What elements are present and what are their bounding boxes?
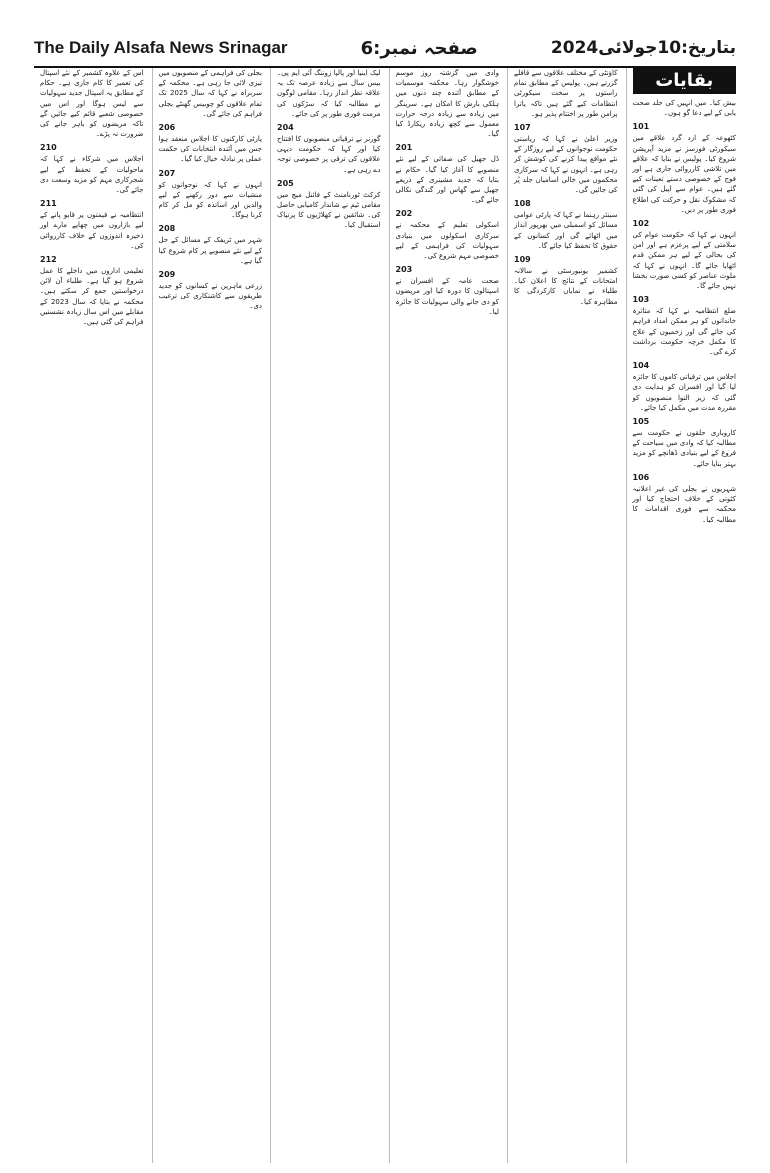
- story-number: 208: [158, 224, 176, 234]
- story-number: 209: [158, 270, 176, 280]
- article-paragraph: اجلاس میں شرکاء نے کہا کہ ماحولیات کے تحفظ کے لیے شجرکاری مہم کو مزید وسعت دی جائے گی۔: [40, 155, 144, 195]
- story-number: 109: [514, 255, 531, 265]
- article-paragraph: اسکولی تعلیم کے محکمہ نے سرکاری اسکولوں میں بنیادی سہولیات کی فراہمی کے لیے خصوصی مہم شروع کی۔: [395, 221, 499, 261]
- article-paragraph: اس کے علاوہ کشمیر کے نئے اسپتال کی تعمیر کا کام جاری ہے۔ حکام کے مطابق یہ اسپتال جدید سہولیات سے لیس ہوگا اور اس میں خصوصی شعبے قائم کیے جائیں گے تاکہ مریضوں کو باہر جانے کی ضرورت نہ پڑے۔: [40, 69, 144, 139]
- story-number: 207: [158, 168, 176, 178]
- page-header: [34, 30, 736, 68]
- article-paragraph: تعلیمی اداروں میں داخلے کا عمل شروع ہو گیا ہے۔ طلباء آن لائن درخواستیں جمع کر سکتے ہیں۔ محکمہ نے بتایا کہ سال 2023 کے مقابلے میں اس سال زیادہ نشستیں فراہم کی گئی ہیں۔: [40, 267, 144, 327]
- story-number: 210: [40, 143, 57, 153]
- column-1: [626, 68, 737, 1163]
- article-paragraph: ڈل جھیل کی صفائی کے لیے نئے منصوبے کا آغاز کیا گیا۔ حکام نے بتایا کہ جدید مشینری کے ذریعے جھیل سے گھاس اور گندگی نکالی جائے گی۔: [395, 155, 499, 205]
- article-paragraph: ضلع انتظامیہ نے کہا کہ متاثرہ خاندانوں کو ہر ممکن امداد فراہم کی جائے گی اور زخمیوں کے علاج کا مکمل خرچہ حکومت برداشت کرے گی۔: [632, 307, 736, 357]
- story-number: 204: [277, 123, 294, 133]
- article-paragraph: وادی میں گزشتہ روز موسم خوشگوار رہا۔ محکمہ موسمیات کے مطابق آئندہ چند دنوں میں ہلکی بارش کا امکان ہے۔ سرینگر میں زیادہ سے زیادہ درجہ حرارت معمول سے کچھ زیادہ ریکارڈ کیا گیا۔: [395, 69, 499, 139]
- article-paragraph: کرکٹ ٹورنامنٹ کے فائنل میچ میں مقامی ٹیم نے شاندار کامیابی حاصل کی۔ شائقین نے کھلاڑیوں کا پرتپاک استقبال کیا۔: [277, 190, 381, 230]
- article-paragraph: انتظامیہ نے قیمتوں پر قابو پانے کے لیے بازاروں میں چھاپے مارے اور ذخیرہ اندوزوں کے خلاف کارروائی کی۔: [40, 211, 144, 250]
- story-number: 102: [632, 219, 650, 229]
- story-number: 104: [632, 361, 650, 371]
- column-3: [389, 68, 500, 1163]
- article-columns: [34, 68, 736, 1163]
- story-number: 206: [158, 123, 176, 133]
- story-number: 105: [632, 417, 650, 427]
- article-paragraph: اجلاس میں ترقیاتی کاموں کا جائزہ لیا گیا اور افسران کو ہدایت دی گئی کہ زیر التوا منصوبوں کو مقررہ مدت میں مکمل کیا جائے۔: [632, 373, 736, 412]
- story-number: 211: [40, 199, 57, 209]
- article-paragraph: سینئر رہنما نے کہا کہ پارٹی عوامی مسائل کو اسمبلی میں بھرپور انداز میں اٹھائے گی اور کسانوں کے حقوق کا تحفظ کیا جائے گا۔: [514, 211, 618, 250]
- story-number: 101: [632, 122, 650, 132]
- article-paragraph: شہریوں نے بجلی کی غیر اعلانیہ کٹوتی کے خلاف احتجاج کیا اور محکمہ سے فوری اقدامات کا مطالبہ کیا۔: [632, 484, 736, 524]
- article-paragraph: کٹھوعہ کے ارد گرد علاقے میں سیکورٹی فورسز نے مزید آپریشن شروع کیا۔ پولیس نے بتایا کہ علاقے میں تلاشی کارروائی جاری ہے اور فوج کے خصوصی دستے تعینات کیے گئے ہیں۔ عوام سے اپیل کی گئی کہ مشکوک نقل و حرکت کی اطلاع فوری طور پر دیں۔: [632, 134, 736, 214]
- article-paragraph: صحت عامہ کے افسران نے اسپتالوں کا دورہ کیا اور مریضوں کو دی جانے والی سہولیات کا جائزہ لیا۔: [395, 277, 499, 316]
- article-paragraph: گورنر نے ترقیاتی منصوبوں کا افتتاح کیا اور کہا کہ حکومت دیہی علاقوں کی ترقی پر خصوصی توجہ دے رہی ہے۔: [277, 135, 381, 174]
- story-number: 205: [277, 178, 294, 188]
- section-banner: بقایات: [633, 68, 737, 94]
- page-number: صفحہ نمبر:6: [360, 37, 478, 59]
- column-6: [34, 68, 144, 1163]
- column-2: [507, 68, 618, 1163]
- article-paragraph: وزیر اعلیٰ نے کہا کہ ریاستی حکومت نوجوانوں کے لیے روزگار کے نئے مواقع پیدا کرنے کی کوشش کر رہی ہے۔ انہوں نے کہا کہ سرکاری محکموں میں خالی اسامیاں جلد پُر کی جائیں گی۔: [514, 135, 618, 195]
- story-number: 202: [395, 209, 413, 219]
- story-number: 203: [395, 265, 413, 275]
- article-paragraph: شہر میں ٹریفک کے مسائل کے حل کے لیے نئے منصوبے پر کام شروع کیا گیا ہے۔: [158, 236, 262, 265]
- story-number: 108: [514, 199, 531, 209]
- column-5: [152, 68, 263, 1163]
- article-paragraph: انہوں نے کہا کہ نوجوانوں کو منشیات سے دور رکھنے کے لیے والدین اور اساتذہ کو مل کر کام کرنا ہوگا۔: [158, 180, 262, 220]
- dateline: بتاریخ:10جولائی2024: [550, 38, 736, 58]
- article-paragraph: انہوں نے کہا کہ حکومت عوام کی سلامتی کے لیے پرعزم ہے اور امن کی بحالی کے لیے ہر ممکن قدم اٹھایا جائے گا۔ انہوں نے کہا کہ ملوث عناصر کو کسی صورت بخشا نہیں جائے گا۔: [632, 231, 736, 291]
- masthead: The Daily Alsafa News Srinagar: [34, 38, 288, 57]
- article-paragraph: پارٹی کارکنوں کا اجلاس منعقد ہوا جس میں آئندہ انتخابات کی حکمت عملی پر تبادلہ خیال کیا گیا۔: [158, 135, 262, 164]
- article-paragraph: زرعی ماہرین نے کسانوں کو جدید طریقوں سے کاشتکاری کی ترغیب دی۔: [158, 282, 262, 311]
- story-number: 201: [395, 143, 413, 153]
- article-paragraph: کاروباری حلقوں نے حکومت سے مطالبہ کیا کہ وادی میں سیاحت کے فروغ کے لیے بنیادی ڈھانچے کو مزید بہتر بنایا جائے۔: [632, 429, 736, 468]
- column-4: [270, 68, 381, 1163]
- story-number: 103: [632, 295, 650, 305]
- story-number: 106: [632, 472, 650, 482]
- article-paragraph: لیک اینیا اور پالپا زوننگ آئی ایم پی۔ بیس سال سے زیادہ عرصہ تک یہ علاقہ نظر انداز رہا۔ مقامی لوگوں نے مطالبہ کیا کہ سڑکوں کی مرمت فوری طور پر کی جائے۔: [277, 69, 381, 118]
- story-number: 212: [40, 255, 57, 265]
- article-paragraph: کشمیر یونیورسٹی نے سالانہ امتحانات کے نتائج کا اعلان کیا۔ طلباء نے نمایاں کارکردگی کا مظاہرہ کیا۔: [514, 267, 618, 306]
- story-number: 107: [514, 123, 531, 133]
- article-paragraph: بیش کیا۔ میں انہیں کی جلد صحت یابی کے لیے دعا گو ہوں۔: [632, 99, 736, 118]
- article-paragraph: کاؤنٹی کے مختلف علاقوں سے قافلے گزرتے ہیں۔ پولیس کے مطابق تمام راستوں پر سخت سیکورٹی انتظامات کیے گئے ہیں تاکہ یاترا پرامن طور پر اختتام پذیر ہو۔: [514, 69, 618, 118]
- article-paragraph: بجلی کی فراہمی کے منصوبوں میں تیزی لائی جا رہی ہے۔ محکمہ کے سربراہ نے کہا کہ سال 2025 تک تمام علاقوں کو چوبیس گھنٹے بجلی فراہم کی جائے گی۔: [158, 69, 262, 118]
